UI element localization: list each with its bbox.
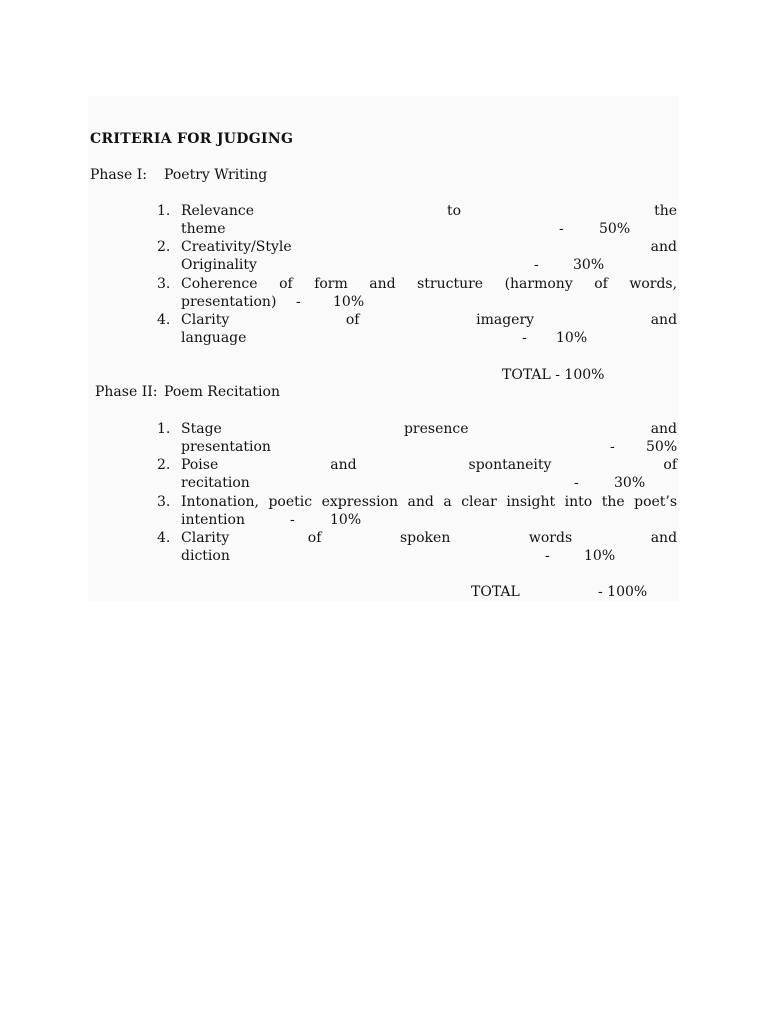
criterion-number: 3.	[157, 276, 171, 292]
criterion-dash: -	[559, 221, 564, 237]
criterion-word: poetic	[268, 494, 313, 510]
criterion-dash: -	[610, 439, 615, 455]
criterion-word: of	[594, 276, 608, 292]
criterion-word: a	[443, 494, 452, 510]
criterion-word: and	[650, 530, 678, 546]
criterion-dash: -	[534, 257, 539, 273]
criterion-text-line	[181, 456, 677, 474]
criterion-text-continuation: theme	[181, 221, 226, 237]
criterion-word: imagery	[476, 312, 535, 328]
criterion-word: and	[650, 239, 677, 255]
criterion-number: 4.	[157, 530, 171, 546]
criterion-text-continuation: presentation	[181, 439, 271, 455]
phase-2-total-value: - 100%	[598, 584, 648, 600]
criterion-weight: 10%	[584, 548, 616, 564]
criterion-word: and	[650, 421, 678, 437]
phase-2-title: Poem Recitation	[164, 384, 280, 400]
criterion-weight: 30%	[573, 257, 605, 273]
phase-1-label: Phase I:	[90, 167, 147, 183]
criterion-number: 2.	[157, 239, 171, 255]
criterion-number: 1.	[157, 203, 171, 219]
criterion-text-line	[181, 275, 677, 293]
criterion-word: poet’s	[634, 494, 678, 510]
criterion-word: Intonation,	[181, 494, 259, 510]
criterion-weight: 10%	[556, 330, 588, 346]
criterion-word: of	[279, 276, 293, 292]
criterion-word: and	[407, 494, 434, 510]
criterion-text-continuation: diction	[181, 548, 230, 564]
criterion-word: structure	[417, 276, 484, 292]
criterion-word: Creativity/Style	[181, 239, 292, 255]
criterion-text-line	[181, 202, 677, 220]
criterion-word: Stage	[181, 421, 222, 437]
criterion-word: presence	[403, 421, 469, 437]
criterion-text-continuation: Originality	[181, 257, 257, 273]
criterion-text-line	[181, 420, 677, 438]
criterion-weight: 30%	[614, 475, 646, 491]
criterion-word: the	[601, 494, 625, 510]
criterion-text-continuation: intention	[181, 512, 245, 528]
criterion-word: and	[650, 312, 678, 328]
criterion-dash: -	[574, 475, 579, 491]
criterion-weight: 10%	[330, 512, 362, 528]
criterion-number: 2.	[157, 457, 171, 473]
phase-2-label: Phase II:	[95, 384, 158, 400]
criterion-word: clear	[461, 494, 497, 510]
criterion-text-line	[181, 238, 677, 256]
criterion-word: form	[314, 276, 348, 292]
criterion-word: the	[654, 203, 677, 219]
criterion-word: Clarity	[181, 312, 230, 328]
criterion-text-continuation: language	[181, 330, 247, 346]
criterion-word: expression	[321, 494, 399, 510]
criterion-word: and	[369, 276, 396, 292]
criterion-text-continuation: presentation)	[181, 294, 277, 310]
criterion-text-continuation: recitation	[181, 475, 250, 491]
criterion-dash: -	[522, 330, 527, 346]
criterion-word: and	[330, 457, 357, 473]
criterion-weight: 10%	[333, 294, 365, 310]
criterion-word: (harmony	[504, 276, 573, 292]
criterion-word: insight	[506, 494, 556, 510]
criterion-word: to	[447, 203, 462, 219]
criterion-word: Coherence	[181, 276, 258, 292]
phase-2-total-label: TOTAL	[471, 584, 520, 600]
criterion-text-line	[181, 311, 677, 329]
criterion-word: spontaneity	[468, 457, 552, 473]
page-title: CRITERIA FOR JUDGING	[90, 131, 294, 147]
criterion-dash: -	[290, 512, 295, 528]
phase-1-title: Poetry Writing	[164, 167, 268, 183]
criterion-dash: -	[545, 548, 550, 564]
criterion-word: Clarity	[181, 530, 230, 546]
criterion-number: 3.	[157, 494, 171, 510]
criterion-number: 1.	[157, 421, 171, 437]
criterion-word: of	[663, 457, 678, 473]
criterion-word: Poise	[181, 457, 219, 473]
criterion-word: of	[307, 530, 322, 546]
criterion-word: spoken	[399, 530, 451, 546]
criterion-number: 4.	[157, 312, 171, 328]
criterion-weight: 50%	[599, 221, 631, 237]
criterion-word: words,	[629, 276, 678, 292]
criterion-weight: 50%	[646, 439, 678, 455]
criterion-word: Relevance	[181, 203, 254, 219]
criterion-text-line	[181, 493, 677, 511]
phase-1-total: TOTAL - 100%	[502, 367, 605, 383]
criterion-dash: -	[296, 294, 301, 310]
criterion-word: of	[345, 312, 360, 328]
criterion-text-line	[181, 529, 677, 547]
criterion-word: words	[528, 530, 573, 546]
criterion-word: into	[564, 494, 593, 510]
